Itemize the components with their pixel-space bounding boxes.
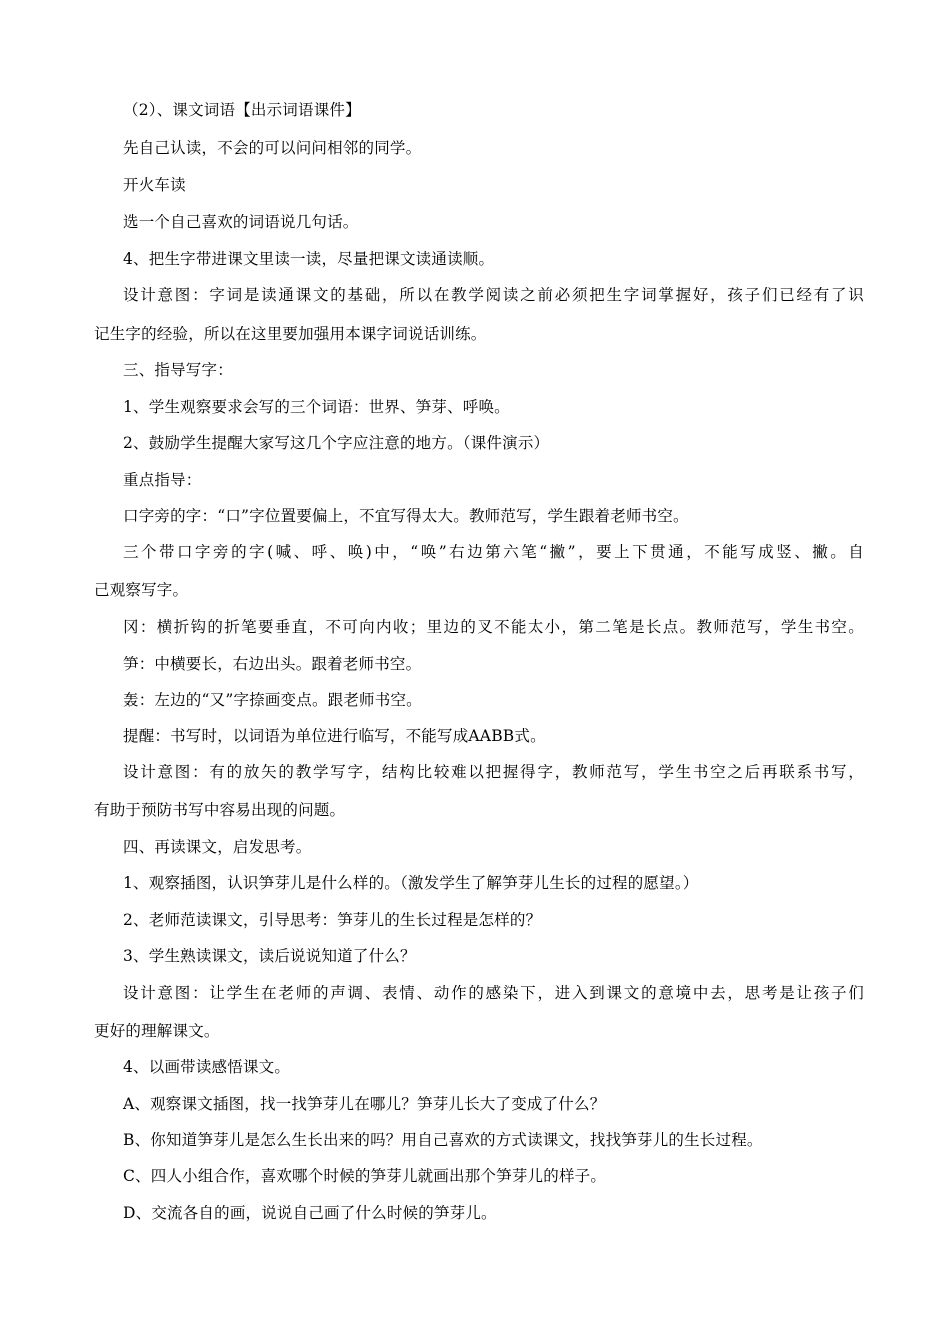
section-heading-writing: 三、指导写字： [123, 361, 233, 379]
paragraph-make-sentences: 选一个自己喜欢的词语说几句话。 [123, 213, 359, 231]
paragraph-self-read: 先自己认读，不会的可以问问相邻的同学。 [123, 139, 422, 157]
paragraph-key-guidance: 重点指导： [123, 471, 202, 489]
paragraph-reread-4: 4、以画带读感悟课文。 [123, 1058, 291, 1076]
paragraph-reread-1: 1、观察插图，认识笋芽儿是什么样的。（激发学生了解笋芽儿生长的过程的愿望。） [123, 874, 699, 892]
paragraph-three-characters-line-2: 己观察写字。 [94, 581, 189, 599]
list-item-b: B、你知道笋芽儿是怎么生长出来的吗？用自己喜欢的方式读课文，找找笋芽儿的生长过程。 [123, 1131, 763, 1149]
paragraph-writing-1: 1、学生观察要求会写的三个词语：世界、笋芽、呼唤。 [123, 398, 510, 416]
paragraph-mouth-radical: 口字旁的字：“口”字位置要偏上，不宜写得太大。教师范写，学生跟着老师书空。 [123, 507, 689, 525]
paragraph-reread-2: 2、老师范读课文，引导思考：笋芽儿的生长过程是怎样的？ [123, 911, 542, 929]
paragraph-reminder: 提醒：书写时，以词语为单位进行临写，不能写成AABB式。 [123, 727, 546, 745]
section-heading-reread: 四、再读课文，启发思考。 [123, 838, 312, 856]
paragraph-design-intent-1-line-2: 记生字的经验，所以在这里要加强用本课字词说话训练。 [94, 325, 487, 343]
paragraph-sun-character: 笋：中横要长，右边出头。跟着老师书空。 [123, 655, 422, 673]
paragraph-design-intent-3-line-2: 更好的理解课文。 [94, 1022, 220, 1040]
paragraph-writing-2: 2、鼓励学生提醒大家写这几个字应注意的地方。（课件演示） [123, 434, 550, 452]
paragraph-design-intent-2-line-2: 有助于预防书写中容易出现的问题。 [94, 801, 346, 819]
paragraph-step-4: 4、把生字带进课文里读一读，尽量把课文读通读顺。 [123, 250, 495, 268]
paragraph-reread-3: 3、学生熟读课文，读后说说知道了什么？ [123, 947, 416, 965]
paragraph-design-intent-2-line-1: 设计意图：有的放矢的教学写字，结构比较难以把握得字，教师范写，学生书空之后再联系书写， [123, 763, 864, 781]
paragraph-design-intent-1-line-1: 设计意图：字词是读通课文的基础，所以在教学阅读之前必须把生字词掌握好，孩子们已经有了识 [123, 286, 864, 304]
list-item-c: C、四人小组合作，喜欢哪个时候的笋芽儿就画出那个笋芽儿的样子。 [123, 1167, 607, 1185]
paragraph-gang-character: 冈：横折钩的折笔要垂直，不可向内收；里边的叉不能太小，第二笔是长点。教师范写，学生书空。 [123, 618, 864, 636]
paragraph-three-characters-line-1: 三个带口字旁的字(喊、呼、唤)中，“唤”右边第六笔“撇”，要上下贯通，不能写成竖、撇。自 [123, 543, 864, 561]
paragraph-vocabulary-heading: （2）、课文词语【出示词语课件】 [123, 101, 361, 119]
paragraph-hong-character: 轰：左边的“又”字捺画变点。跟老师书空。 [123, 691, 422, 709]
paragraph-train-read: 开火车读 [123, 176, 186, 194]
paragraph-design-intent-3-line-1: 设计意图：让学生在老师的声调、表情、动作的感染下，进入到课文的意境中去，思考是让孩子们 [123, 984, 864, 1002]
list-item-d: D、交流各自的画，说说自己画了什么时候的笋芽儿。 [123, 1204, 497, 1222]
list-item-a: A、观察课文插图，找一找笋芽儿在哪儿？笋芽儿长大了变成了什么？ [123, 1095, 606, 1113]
